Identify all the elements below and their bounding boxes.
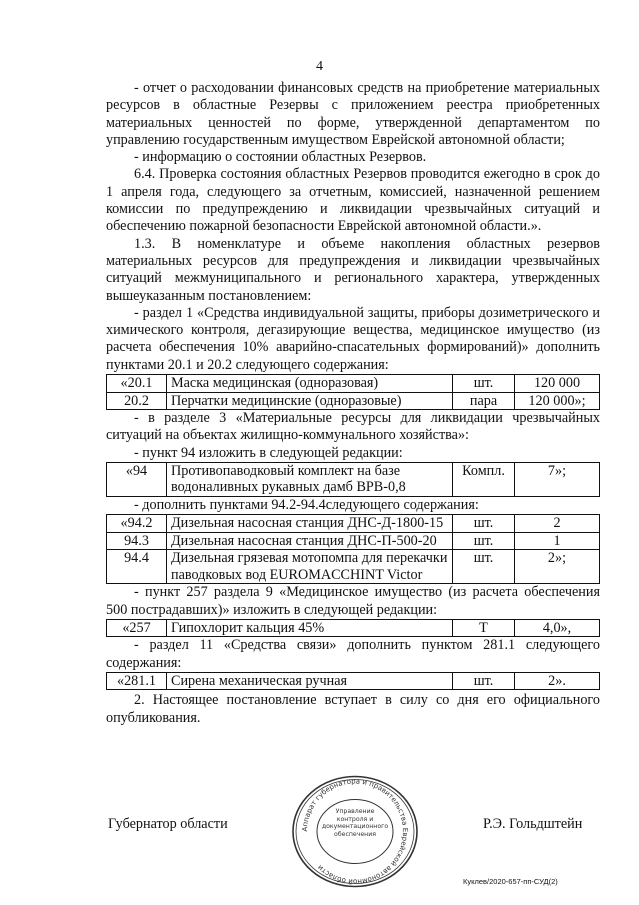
table-item-94 xyxy=(106,462,600,497)
item-name: Перчатки медицинские (одноразовые) xyxy=(167,392,453,410)
item-number: 94.3 xyxy=(107,532,167,550)
table-item-257 xyxy=(106,619,600,638)
item-unit: Компл. xyxy=(453,462,515,496)
paragraph-1-3: 1.3. В номенклатуре и объеме накопления областных резервов материальных ресурсов для предупреждения и ликвидации чрезвычайных ситуаций межмуниципального и регионального характера, утвержденных вышеуказанным постановлением: xyxy=(106,235,600,304)
table-row xyxy=(107,619,600,637)
item-number: «94.2 xyxy=(107,515,167,533)
item-quantity: 2»; xyxy=(515,550,600,584)
signatory-name: Р.Э. Гольдштейн xyxy=(483,816,583,832)
item-number: 94.4 xyxy=(107,550,167,584)
paragraph-section-1: - раздел 1 «Средства индивидуальной защиты, приборы дозиметрического и химического контроля, дегазирующие вещества, медицинское имущество (из расчета обеспечения 10% аварийно-спасательных формирований)» дополнить пунктами 20.1 и 20.2 следующего содержания: xyxy=(106,304,600,373)
item-unit: шт. xyxy=(453,532,515,550)
table-items-20 xyxy=(106,374,600,410)
document-body xyxy=(106,80,600,727)
paragraph-effective-date: 2. Настоящее постановление вступает в силу со дня его официального опубликования. xyxy=(106,692,600,726)
item-number: «257 xyxy=(107,619,167,637)
seal-ring-text: Аппарат губернатора и правительства Еврейской автономной области xyxy=(300,777,410,886)
item-name: Дизельная насосная станция ДНС-П-500-20 xyxy=(167,532,453,550)
table-items-94 xyxy=(106,514,600,584)
table-row xyxy=(107,532,600,550)
item-quantity: 120 000 xyxy=(515,375,600,393)
paragraph-section-11: - раздел 11 «Средства связи» дополнить пунктом 281.1 следующего содержания: xyxy=(106,637,600,671)
item-unit: пара xyxy=(453,392,515,410)
item-quantity: 120 000»; xyxy=(515,392,600,410)
paragraph-info: - информацию о состоянии областных Резервов. xyxy=(134,149,427,166)
document-code: Куклев/2020-657-пп-СУД(2) xyxy=(463,877,558,886)
paragraph-items-94-2-4: - дополнить пунктами 94.2-94.4следующего содержания: xyxy=(134,496,479,513)
paragraph-section-3: - в разделе 3 «Материальные ресурсы для ликвидации чрезвычайных ситуаций на объектах жилищно-коммунального хозяйства»: xyxy=(106,410,600,444)
table-row xyxy=(107,375,600,393)
paragraph-item-257: - пункт 257 раздела 9 «Медицинское имущество (из расчета обеспечения 500 пострадавших)» изложить в следующей редакции: xyxy=(106,584,600,618)
paragraph-report: - отчет о расходовании финансовых средств на приобретение материальных ресурсов в областные Резервы с приложением реестра приобретенных материальных ценностей по форме, утвержденной департаментом по управлению государственным имуществом Еврейской автономной области; xyxy=(106,80,600,148)
item-quantity: 2 xyxy=(515,515,600,533)
item-unit: шт. xyxy=(453,672,515,690)
item-name: Гипохлорит кальция 45% xyxy=(167,619,453,637)
item-unit: Т xyxy=(453,619,515,637)
item-name: Сирена механическая ручная xyxy=(167,672,453,690)
item-name: Дизельная насосная станция ДНС-Д-1800-15 xyxy=(167,515,453,533)
official-seal xyxy=(290,774,420,889)
item-quantity: 7»; xyxy=(515,462,600,496)
table-row xyxy=(107,672,600,690)
item-name: Противопаводковый комплект на базе водоналивных рукавных дамб ВРВ-0,8 xyxy=(167,462,453,496)
item-quantity: 1 xyxy=(515,532,600,550)
item-quantity: 2». xyxy=(515,672,600,690)
table-row xyxy=(107,392,600,410)
signatory-position: Губернатор области xyxy=(108,816,228,832)
seal-center-text: Управление контроля и документационного обеспечения xyxy=(321,808,389,838)
item-unit: шт. xyxy=(453,515,515,533)
table-row xyxy=(107,462,600,496)
item-unit: шт. xyxy=(453,375,515,393)
item-number: «281.1 xyxy=(107,672,167,690)
item-number: «94 xyxy=(107,462,167,496)
item-number: «20.1 xyxy=(107,375,167,393)
table-row xyxy=(107,550,600,584)
table-row xyxy=(107,515,600,533)
item-name: Маска медицинская (одноразовая) xyxy=(167,375,453,393)
table-item-281 xyxy=(106,672,600,691)
item-name: Дизельная грязевая мотопомпа для перекачки паводковых вод EUROMACCHINT Victor xyxy=(167,550,453,584)
item-number: 20.2 xyxy=(107,392,167,410)
paragraph-item-94: - пункт 94 изложить в следующей редакции: xyxy=(134,444,403,461)
item-unit: шт. xyxy=(453,550,515,584)
item-quantity: 4,0», xyxy=(515,619,600,637)
page-number: 4 xyxy=(316,59,323,74)
paragraph-6-4: 6.4. Проверка состояния областных Резервов проводится ежегодно в срок до 1 апреля года, следующего за отчетным, комиссией, назначенной решением комиссии по предупреждению и ликвидации чрезвычайных ситуаций и обеспечению пожарной безопасности Еврейской автономной области.». xyxy=(106,166,600,235)
